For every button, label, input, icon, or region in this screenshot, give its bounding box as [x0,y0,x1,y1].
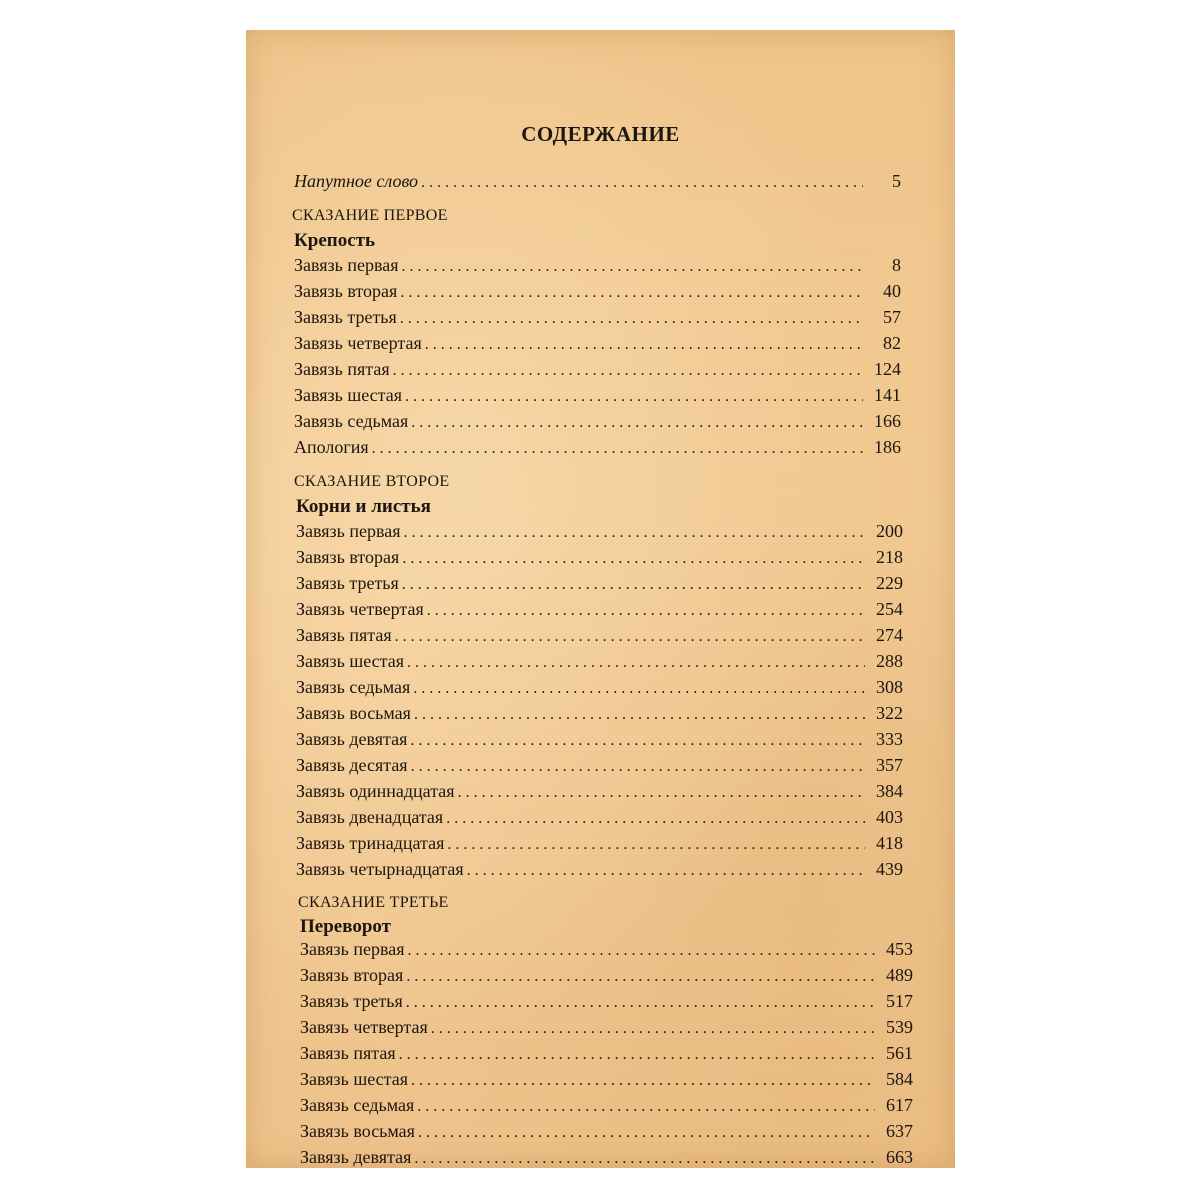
toc-entry[interactable] [296,752,903,780]
book-page [246,30,955,1168]
toc-entry-page: 141 [874,385,901,405]
toc-entry-label: Завязь вторая [294,281,398,301]
toc-entry[interactable] [300,1014,913,1042]
toc-entry[interactable] [296,544,903,572]
toc-entry-label: Завязь седьмая [296,677,411,697]
toc-entry-label: Завязь тринадцатая [296,833,445,853]
toc-entry-page: 663 [886,1147,913,1167]
toc-entry[interactable] [296,518,903,546]
table-of-contents [246,30,955,1168]
toc-entry-page: 584 [886,1069,913,1089]
dot-leader [393,358,863,384]
toc-entry-page: 5 [892,171,901,191]
toc-entry[interactable] [300,988,913,1016]
toc-entry-page: 453 [886,939,913,959]
toc-entry-page: 637 [886,1121,913,1141]
toc-entry-label: Завязь четвертая [294,333,422,353]
toc-entry-label: Завязь четвертая [300,1017,428,1037]
toc-entry-label: Завязь вторая [300,965,404,985]
toc-entry-label: Апология [294,437,369,457]
dot-leader [418,1120,875,1146]
toc-entry-page: 40 [883,281,901,301]
dot-leader [406,990,875,1016]
toc-entry-label: Завязь третья [296,573,399,593]
toc-entry-page: 561 [886,1043,913,1063]
toc-entry-page: 357 [876,755,903,775]
toc-entry-label: Завязь вторая [296,547,400,567]
toc-entry[interactable] [294,252,901,280]
toc-entry-label: Завязь одиннадцатая [296,781,455,801]
toc-entry[interactable] [300,1144,913,1172]
dot-leader [446,806,865,832]
toc-entry[interactable] [296,700,903,728]
toc-entry-label: Завязь четвертая [296,599,424,619]
toc-entry[interactable] [294,434,901,462]
dot-leader [431,1016,875,1042]
toc-entry-page: 439 [876,859,903,879]
toc-entry-label: Завязь седьмая [300,1095,415,1115]
dot-leader [410,728,865,754]
toc-entry-page: 186 [874,437,901,457]
toc-entry[interactable] [296,856,903,884]
dot-leader [411,1068,875,1094]
toc-entry[interactable] [300,1118,913,1146]
dot-leader [411,410,863,436]
dot-leader [467,858,865,884]
dot-leader [400,306,863,332]
toc-entry[interactable] [296,804,903,832]
toc-entry[interactable] [296,830,903,858]
toc-entry-page: 229 [876,573,903,593]
toc-entry-label: Завязь первая [296,521,401,541]
dot-leader [421,170,863,196]
toc-entry-label: Завязь седьмая [294,411,409,431]
toc-entry-page: 333 [876,729,903,749]
dot-leader [458,780,865,806]
dot-leader [400,280,863,306]
toc-entry[interactable] [294,304,901,332]
toc-entry-page: 384 [876,781,903,801]
dot-leader [427,598,865,624]
toc-entry[interactable] [296,596,903,624]
dot-leader [447,832,865,858]
part-heading-3: СКАЗАНИЕ ТРЕТЬЕ [298,894,449,911]
part-title-2: Корни и листья [296,496,431,517]
toc-entry-page: 617 [886,1095,913,1115]
toc-entry[interactable] [300,962,913,990]
toc-entry[interactable] [300,936,913,964]
toc-entry-label: Завязь четырнадцатая [296,859,464,879]
toc-entry-page: 57 [883,307,901,327]
dot-leader [395,624,865,650]
toc-entry-page: 8 [892,255,901,275]
part-title-3: Переворот [300,916,391,937]
dot-leader [399,1042,875,1068]
dot-leader [405,384,863,410]
toc-entry-label: Завязь третья [300,991,403,1011]
toc-entry-label: Завязь третья [294,307,397,327]
toc-entry-label: Завязь первая [300,939,405,959]
toc-entry-intro[interactable] [294,168,901,196]
toc-entry-label: Завязь восьмая [300,1121,415,1141]
dot-leader [425,332,863,358]
toc-entry-page: 200 [876,521,903,541]
toc-entry[interactable] [296,674,903,702]
page-title: СОДЕРЖАНИЕ [521,122,680,146]
toc-entry[interactable] [300,1066,913,1094]
toc-entry[interactable] [294,330,901,358]
dot-leader [402,546,865,572]
toc-entry-label: Завязь шестая [294,385,403,405]
toc-entry[interactable] [296,570,903,598]
dot-leader [414,702,865,728]
toc-entry-page: 166 [874,411,901,431]
toc-entry[interactable] [294,408,901,436]
toc-entry-page: 517 [886,991,913,1011]
part-title-1: Крепость [294,230,376,251]
toc-entry-label: Завязь девятая [300,1147,412,1167]
toc-entry-label: Завязь первая [294,255,399,275]
dot-leader [414,1146,875,1172]
toc-entry-page: 308 [876,677,903,697]
part-heading-1: СКАЗАНИЕ ПЕРВОЕ [292,207,448,224]
toc-entry[interactable] [296,622,903,650]
toc-entry[interactable] [296,726,903,754]
dot-leader [413,676,865,702]
toc-entry[interactable] [294,382,901,410]
dot-leader [404,520,865,546]
toc-entry-page: 82 [883,333,901,353]
dot-leader [402,572,865,598]
toc-entry-page: 288 [876,651,903,671]
toc-entry[interactable] [300,1092,913,1120]
dot-leader [406,964,875,990]
toc-entry-page: 274 [876,625,903,645]
toc-entry[interactable] [296,648,903,676]
dot-leader [372,436,863,462]
dot-leader [407,650,865,676]
toc-entry-label: Завязь шестая [300,1069,409,1089]
dot-leader [411,754,865,780]
toc-entry-page: 539 [886,1017,913,1037]
toc-entry-label: Завязь восьмая [296,703,411,723]
toc-entry-label: Завязь девятая [296,729,408,749]
toc-entry-page: 322 [876,703,903,723]
toc-entry-label: Напутное слово [294,171,419,191]
toc-entry-label: Завязь пятая [294,359,390,379]
toc-entry-label: Завязь десятая [296,755,408,775]
toc-entry-page: 254 [876,599,903,619]
toc-entry-label: Завязь шестая [296,651,405,671]
toc-entry-label: Завязь пятая [300,1043,396,1063]
toc-entry[interactable] [296,778,903,806]
dot-leader [408,938,875,964]
dot-leader [417,1094,875,1120]
toc-entry[interactable] [294,356,901,384]
toc-entry-page: 403 [876,807,903,827]
toc-entry[interactable] [300,1040,913,1068]
toc-entry-page: 218 [876,547,903,567]
toc-entry-page: 124 [874,359,901,379]
toc-entry-label: Завязь пятая [296,625,392,645]
dot-leader [402,254,863,280]
toc-entry-label: Завязь двенадцатая [296,807,444,827]
toc-entry-page: 418 [876,833,903,853]
toc-entry-page: 489 [886,965,913,985]
toc-entry[interactable] [294,278,901,306]
part-heading-2: СКАЗАНИЕ ВТОРОЕ [294,473,450,490]
